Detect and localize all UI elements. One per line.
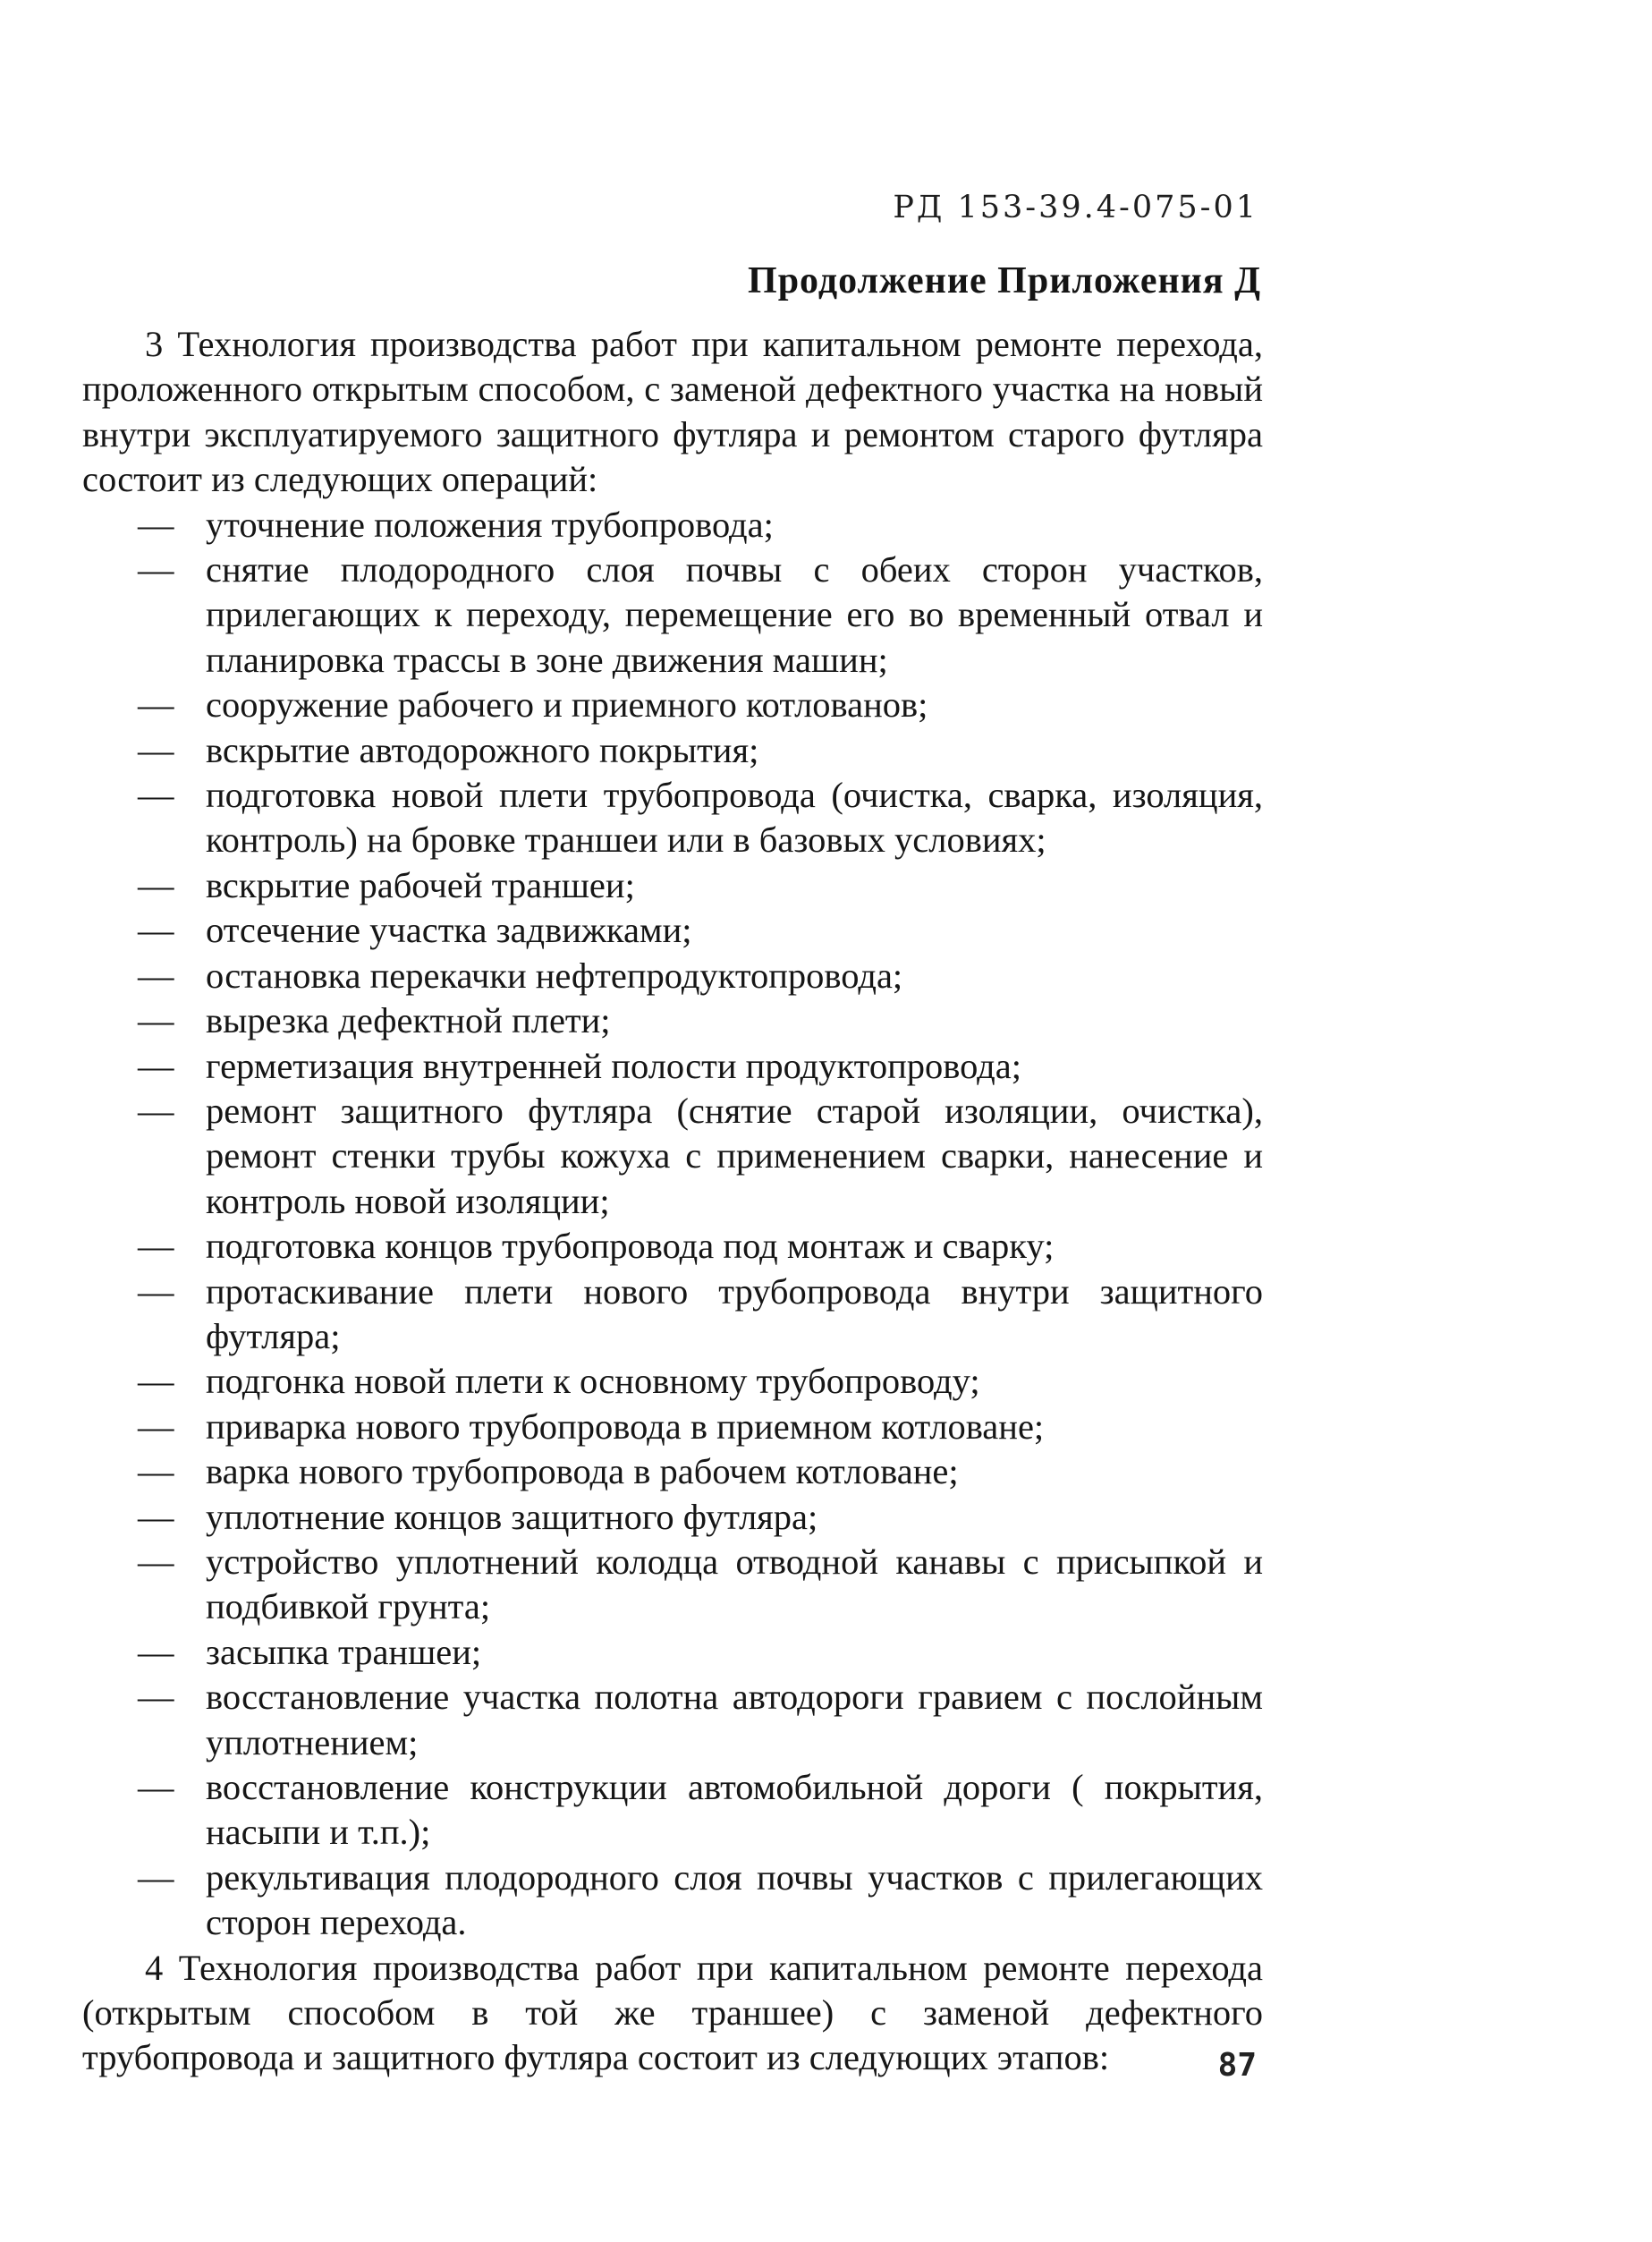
list-item [82, 863, 1263, 908]
dash-marker: — [138, 955, 174, 996]
list-item [82, 1405, 1263, 1449]
dash-marker: — [138, 775, 174, 816]
dash-marker: — [138, 1451, 174, 1492]
list-item-text: восстановление конструкции автомобильной дороги ( покрытия, насыпи и т.п.); [206, 1767, 1263, 1853]
list-item [82, 1044, 1263, 1089]
dash-marker: — [138, 910, 174, 951]
list-item [82, 1495, 1263, 1540]
dash-marker: — [138, 684, 174, 726]
dash-marker: — [138, 504, 174, 545]
list-item-text: рекультивация плодородного слоя почвы участков с прилегающих сторон перехода. [206, 1856, 1263, 1943]
section-3-intro: 3 Технология производства работ при капитальном ремонте перехода, проложенного открытым способом, с заменой дефектного участка на новый внутри эксплуатируемого защитного футляра и ремонтом старого футляра состоит из следующих операций: [82, 324, 1263, 500]
dash-marker: — [138, 1090, 174, 1131]
list-item-text: снятие плодородного слоя почвы с обеих сторон участков, прилегающих к переходу, перемещение его во временный отвал и планировка трассы в зоне движения машин; [206, 549, 1263, 680]
list-item-text: подгонка новой плети к основному трубопроводу; [206, 1361, 980, 1402]
list-item [82, 1675, 1263, 1765]
list-item [82, 1630, 1263, 1675]
dash-marker: — [138, 1000, 174, 1041]
list-item-text: варка нового трубопровода в рабочем котловане; [206, 1451, 959, 1492]
list-item [82, 548, 1263, 683]
list-item-text: уточнение положения трубопровода; [206, 504, 774, 545]
dash-marker: — [138, 1767, 174, 1807]
dash-marker: — [138, 1226, 174, 1267]
page-number: 87 [1217, 2047, 1257, 2084]
list-item-text: вскрытие автодорожного покрытия; [206, 729, 759, 770]
list-item-text: сооружение рабочего и приемного котлованов; [206, 684, 928, 726]
section-4-intro: 4 Технология производства работ при капитальном ремонте перехода (открытым способом в той же траншее) с заменой дефектного трубопровода и защитного футляра состоит из следующих этапов: [82, 1947, 1263, 2078]
list-item-text: подготовка новой плети трубопровода (очистка, сварка, изоляция, контроль) на бровке траншеи или в базовых условиях; [206, 775, 1263, 861]
list-item [82, 1359, 1263, 1404]
list-item [82, 1856, 1263, 1946]
list-item [82, 773, 1263, 863]
list-item [82, 1270, 1263, 1360]
dash-marker: — [138, 729, 174, 770]
dash-marker: — [138, 1496, 174, 1537]
list-item-text: приварка нового трубопровода в приемном котловане; [206, 1405, 1045, 1447]
dash-marker: — [138, 1677, 174, 1718]
dash-marker: — [138, 1045, 174, 1086]
dash-marker: — [138, 1541, 174, 1582]
list-item [82, 1765, 1263, 1856]
list-item-text: засыпка траншеи; [206, 1631, 482, 1672]
list-item-text: уплотнение концов защитного футляра; [206, 1496, 818, 1537]
dash-marker: — [138, 1856, 174, 1898]
dash-marker: — [138, 1631, 174, 1672]
list-item-text: отсечение участка задвижками; [206, 910, 692, 951]
dash-marker: — [138, 1270, 174, 1312]
list-item-text: ремонт защитного футляра (снятие старой изоляции, очистка), ремонт стенки трубы кожуха с применением сварки, нанесение и контроль новой изоляции; [206, 1090, 1263, 1221]
list-item [82, 728, 1263, 773]
list-item [82, 1089, 1263, 1224]
appendix-title: Продолжение Приложения Д [748, 260, 1261, 301]
list-item [82, 1449, 1263, 1494]
list-item-text: восстановление участка полотна автодороги гравием с послойным уплотнением; [206, 1677, 1263, 1762]
dash-marker: — [138, 864, 174, 905]
list-item [82, 908, 1263, 953]
list-item-text: протаскивание плети нового трубопровода внутри защитного футляра; [206, 1270, 1263, 1356]
list-item-text: герметизация внутренней полости продуктопровода; [206, 1045, 1022, 1086]
document-code: РД 153-39.4-075-01 [893, 190, 1258, 225]
dash-marker: — [138, 1361, 174, 1402]
dash-marker: — [138, 549, 174, 590]
list-item-text: остановка перекачки нефтепродуктопровода; [206, 955, 903, 996]
list-item [82, 1540, 1263, 1630]
list-item-text: устройство уплотнений колодца отводной канавы с присыпкой и подбивкой грунта; [206, 1541, 1263, 1627]
list-item-text: вскрытие рабочей траншеи; [206, 864, 635, 905]
list-item [82, 998, 1263, 1043]
list-item [82, 683, 1263, 727]
list-item [82, 503, 1263, 548]
body-text [82, 322, 1263, 2081]
list-item [82, 954, 1263, 998]
list-item-text: вырезка дефектной плети; [206, 1000, 611, 1041]
dash-marker: — [138, 1405, 174, 1447]
list-item [82, 1224, 1263, 1269]
list-item-text: подготовка концов трубопровода под монтаж и сварку; [206, 1226, 1055, 1267]
operations-list [82, 503, 1263, 1946]
